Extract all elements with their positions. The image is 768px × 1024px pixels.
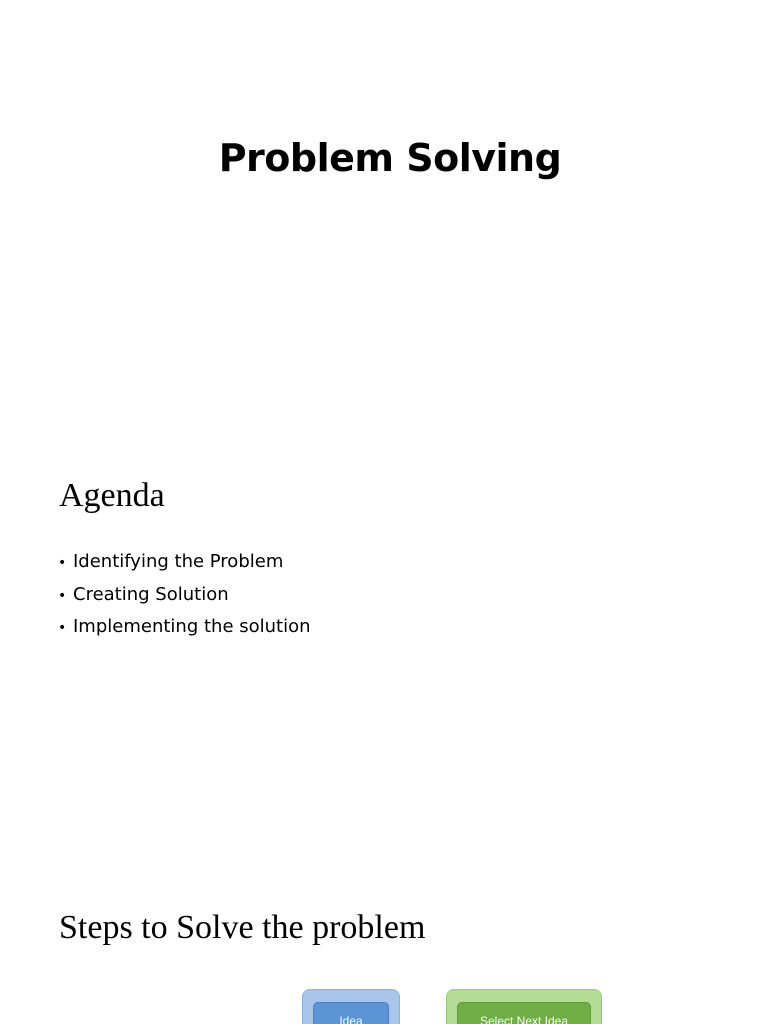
agenda-item-label: Implementing the solution: [73, 616, 311, 637]
bullet-icon: •: [58, 620, 67, 636]
flow-step-idea: [302, 989, 400, 1024]
steps-slide: [0, 864, 768, 1024]
list-item: [58, 583, 311, 616]
agenda-item-label: Creating Solution: [73, 583, 229, 605]
list-item: [58, 550, 311, 583]
agenda-item-label: Identifying the Problem: [73, 551, 284, 572]
agenda-list: [58, 550, 311, 648]
title-slide: [0, 0, 768, 432]
presentation-title: Problem Solving: [218, 136, 562, 180]
flow-step-next-label: Select Next Idea: [457, 1002, 591, 1024]
agenda-title: Agenda: [59, 477, 165, 514]
flow-step-select-next-idea: [446, 989, 602, 1024]
bullet-icon: •: [58, 555, 67, 571]
bullet-icon: •: [58, 587, 67, 604]
flow-step-idea-label: Idea: [313, 1002, 389, 1024]
list-item: [58, 615, 311, 648]
steps-title: Steps to Solve the problem: [59, 909, 426, 946]
agenda-slide: [0, 432, 768, 864]
